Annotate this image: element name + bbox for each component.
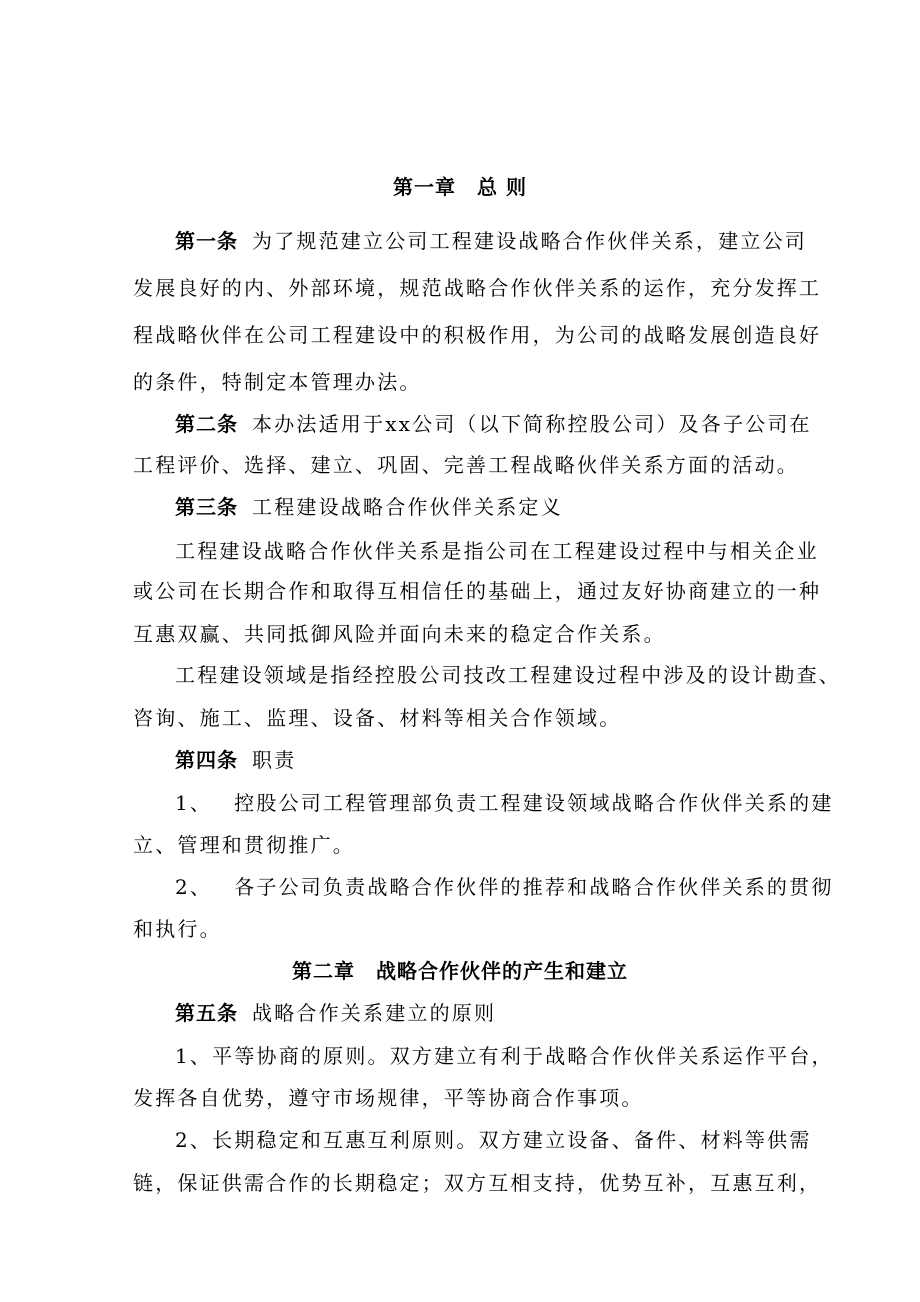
article-3-para-2-line-1: 工程建设领域是指经控股公司技改工程建设过程中涉及的设计勘查、	[175, 663, 841, 687]
chapter-2-title: 第二章 战略合作伙伴的产生和建立	[292, 959, 628, 983]
article-5-para-1-line-2: 发挥各自优势，遵守市场规律，平等协商合作事项。	[133, 1086, 644, 1110]
article-1-line-4: 的条件，特制定本管理办法。	[133, 370, 422, 394]
article-2-line-1: 第二条 本办法适用于xx公司（以下简称控股公司）及各子公司在	[175, 412, 812, 436]
article-5-para-1-line-1: 1、平等协商的原则。双方建立有利于战略合作伙伴关系运作平台，	[175, 1044, 834, 1068]
article-4-item-1-line-2: 立、管理和贯彻推广。	[133, 833, 355, 857]
article-5-para-2-line-1: 2、长期稳定和互惠互利原则。双方建立设备、备件、材料等供需	[175, 1128, 812, 1152]
article-5-label: 第五条	[175, 1001, 238, 1025]
item-1-number: 1、	[175, 791, 213, 815]
article-5-para-2-line-2: 链，保证供需合作的长期稳定；双方互相支持，优势互补，互惠互利，	[133, 1171, 822, 1195]
article-3-label: 第三条	[175, 495, 238, 519]
article-3-para-1-line-1: 工程建设战略合作伙伴关系是指公司在工程建设过程中与相关企业	[175, 539, 819, 563]
chapter-1-title: 第一章 总 则	[393, 175, 527, 199]
article-4-label: 第四条	[175, 748, 238, 772]
article-3-para-1-line-3: 互惠双赢、共同抵御风险并面向未来的稳定合作关系。	[133, 622, 666, 646]
article-4-item-2-line-2: 和执行。	[133, 917, 222, 941]
article-2-label: 第二条	[175, 412, 238, 436]
article-5-heading: 第五条 战略合作关系建立的原则	[175, 1001, 497, 1025]
item-2-number: 2、	[175, 875, 213, 899]
article-3-heading: 第三条 工程建设战略合作伙伴关系定义	[175, 495, 563, 519]
article-4-item-1-line-1: 1、 控股公司工程管理部负责工程建设领域战略合作伙伴关系的建	[175, 791, 834, 815]
article-4-heading: 第四条 职责	[175, 748, 297, 772]
article-1-label: 第一条	[175, 229, 238, 253]
article-3-para-2-line-2: 咨询、施工、监理、设备、材料等相关合作领域。	[133, 706, 622, 730]
article-1-line-2: 发展良好的内、外部环境，规范战略合作伙伴关系的运作，充分发挥工	[133, 276, 822, 300]
article-1-line-3: 程战略伙伴在公司工程建设中的积极作用，为公司的战略发展创造良好	[133, 323, 822, 347]
article-1-line-1: 第一条 为了规范建立公司工程建设战略合作伙伴关系，建立公司	[175, 229, 807, 253]
article-4-item-2-line-1: 2、 各子公司负责战略合作伙伴的推荐和战略合作伙伴关系的贯彻	[175, 875, 834, 899]
article-2-line-2: 工程评价、选择、建立、巩固、完善工程战略伙伴关系方面的活动。	[133, 453, 799, 477]
article-3-para-1-line-2: 或公司在长期合作和取得互相信任的基础上，通过友好协商建立的一种	[133, 579, 822, 603]
